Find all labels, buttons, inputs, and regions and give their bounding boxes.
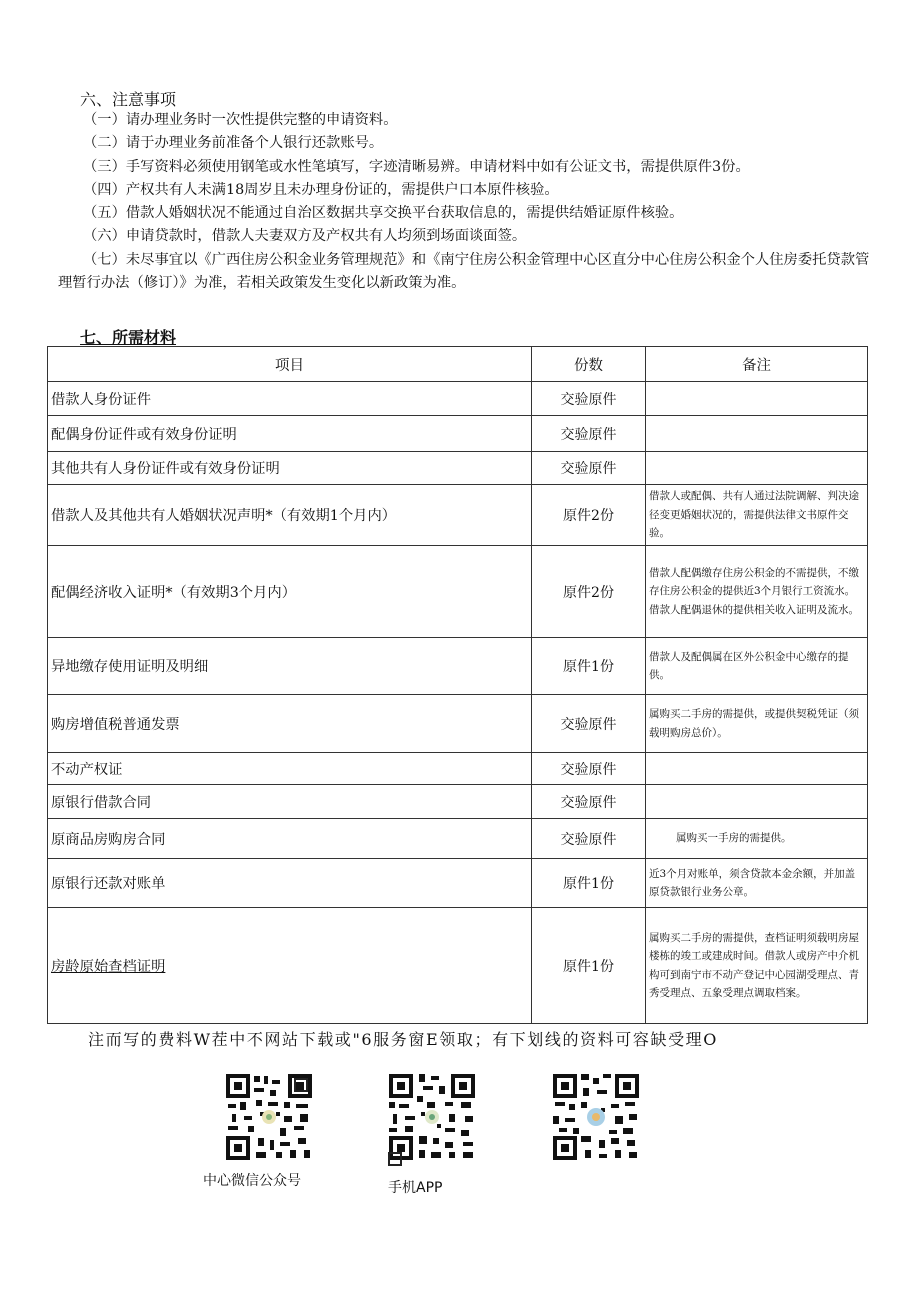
notes-list <box>58 109 870 295</box>
note-item: （七）未尽事宜以《广西住房公积金业务管理规范》和《南宁住房公积金管理中心区直分中心住房公积金个人住房委托贷款管理暂行办法（修订）》为准，若相关政策发生变化以新政策为准。 <box>58 251 870 292</box>
row-count: 交验原件 <box>532 695 646 753</box>
qr-label-wechat: 中心微信公众号 <box>203 1173 301 1189</box>
note-item: （六）申请贷款时，借款人夫妻双方及产权共有人均须到场面谈面签。 <box>83 228 527 245</box>
row-count: 交验原件 <box>532 382 646 416</box>
row-remark: 借款人配偶缴存住房公积金的不需提供，不缴存住房公积金的提供近3个月银行工资流水。借款人配偶退休的提供相关收入证明及流水。 <box>646 546 868 638</box>
row-item: 原商品房购房合同 <box>48 819 532 859</box>
table-row <box>48 382 868 416</box>
table-header-row <box>48 347 868 382</box>
row-item: 原银行还款对账单 <box>48 859 532 908</box>
header-count: 份数 <box>532 347 646 382</box>
note-item: （一）请办理业务时一次性提供完整的申请资料。 <box>83 112 398 128</box>
row-remark <box>646 785 868 819</box>
row-item: 不动产权证 <box>48 753 532 785</box>
app-qr-code <box>387 1072 477 1162</box>
row-remark: 借款人及配偶属在区外公积金中心缴存的提供。 <box>646 638 868 695</box>
table-row <box>48 859 868 908</box>
row-remark: 借款人或配偶、共有人通过法院调解、判决途径变更婚姻状况的，需提供法律文书原件交验。 <box>646 485 868 546</box>
table-row <box>48 695 868 753</box>
table-row <box>48 753 868 785</box>
row-remark <box>646 416 868 452</box>
note-item: （三）手写资料必须使用钢笔或水性笔填写，字迹清晰易辨。申请材料中如有公证文书，需提供原件3份。 <box>83 158 750 175</box>
small-square-icon <box>388 1152 402 1166</box>
row-count: 交验原件 <box>532 452 646 485</box>
row-count: 交验原件 <box>532 416 646 452</box>
row-item: 异地缴存使用证明及明细 <box>48 638 532 695</box>
row-item: 购房增值税普通发票 <box>48 695 532 753</box>
row-remark: 属购买二手房的需提供，或提供契税凭证（须载明购房总价）。 <box>646 695 868 753</box>
underlined-item: 房龄原始查档证明 <box>51 958 166 975</box>
table-row <box>48 819 868 859</box>
section6-title: 六、注意事项 <box>80 90 177 109</box>
table-row <box>48 546 868 638</box>
table-row <box>48 908 868 1024</box>
row-remark: 近3个月对账单，须含贷款本金余额，并加盖原贷款银行业务公章。 <box>646 859 868 908</box>
row-remark: 属购买一手房的需提供。 <box>646 819 868 859</box>
row-item: 配偶身份证件或有效身份证明 <box>48 416 532 452</box>
small-square-icon <box>294 1078 308 1092</box>
row-remark: 属购买二手房的需提供，查档证明须载明房屋楼栋的竣工或建成时间。借款人或房产中介机构可到南宁市不动产登记中心园湖受理点、青秀受理点、五象受理点调取档案。 <box>646 908 868 1024</box>
footer-note: 注而写的费料W茬中不网站下载或"6服务窗E领取；有下划线的资料可容缺受理O <box>88 1030 718 1049</box>
qr-code-graphic <box>387 1072 477 1162</box>
row-count: 交验原件 <box>532 785 646 819</box>
section7-title: 七、所需材料 <box>80 328 177 347</box>
row-item: 借款人身份证件 <box>48 382 532 416</box>
materials-table <box>47 346 868 1024</box>
row-count: 交验原件 <box>532 753 646 785</box>
row-item: 其他共有人身份证件或有效身份证明 <box>48 452 532 485</box>
qr-label-app: 手机APP <box>388 1180 443 1196</box>
row-count: 原件1份 <box>532 859 646 908</box>
row-remark <box>646 382 868 416</box>
header-remark: 备注 <box>646 347 868 382</box>
note-item: （四）产权共有人未满18周岁且未办理身份证的，需提供户口本原件核验。 <box>83 181 559 198</box>
table-row <box>48 416 868 452</box>
row-count: 原件2份 <box>532 485 646 546</box>
row-remark <box>646 452 868 485</box>
note-item: （二）请于办理业务前准备个人银行还款账号。 <box>83 135 384 152</box>
row-count: 原件1份 <box>532 638 646 695</box>
row-item: 原银行借款合同 <box>48 785 532 819</box>
row-item <box>48 908 532 1024</box>
table-row <box>48 452 868 485</box>
row-count: 交验原件 <box>532 819 646 859</box>
third-qr-code <box>551 1072 641 1162</box>
qr-code-graphic <box>551 1072 641 1162</box>
row-item: 借款人及其他共有人婚姻状况声明*（有效期1个月内） <box>48 485 532 546</box>
table-row <box>48 485 868 546</box>
row-count: 原件2份 <box>532 546 646 638</box>
note-item: （五）借款人婚姻状况不能通过自治区数据共享交换平台获取信息的，需提供结婚证原件核验。 <box>83 205 684 222</box>
header-item: 项目 <box>48 347 532 382</box>
row-count: 原件1份 <box>532 908 646 1024</box>
table-row <box>48 638 868 695</box>
row-item: 配偶经济收入证明*（有效期3个月内） <box>48 546 532 638</box>
table-row <box>48 785 868 819</box>
row-remark <box>646 753 868 785</box>
